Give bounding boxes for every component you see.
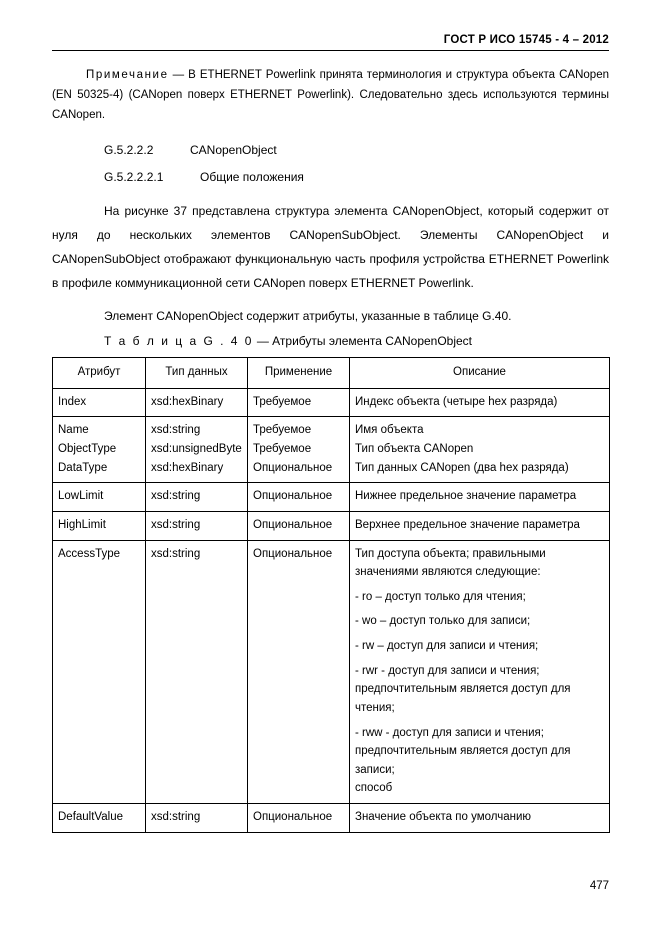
table-caption-text: Атрибуты элемента CANopenObject bbox=[272, 334, 473, 349]
cell-datatype: xsd:string bbox=[146, 804, 248, 833]
cell-line: xsd:hexBinary bbox=[151, 461, 224, 474]
cell-attribute: Index bbox=[53, 388, 146, 417]
cell-usage: Требуемое bbox=[248, 388, 350, 417]
description-line: - rwr - доступ для записи и чтения; предпочтительным является доступ для чтения; bbox=[355, 664, 571, 714]
table-row bbox=[53, 417, 610, 483]
cell-description: Нижнее предельное значение параметра bbox=[350, 483, 610, 512]
clause-heading-1 bbox=[52, 143, 609, 157]
cell-usage: Опциональное bbox=[248, 483, 350, 512]
column-header-datatype: Тип данных bbox=[146, 358, 248, 389]
table-row bbox=[53, 511, 610, 540]
cell-line: Имя объекта bbox=[355, 424, 424, 437]
attributes-table bbox=[52, 357, 610, 833]
table-row bbox=[53, 804, 610, 833]
cell-line: Name bbox=[58, 424, 89, 437]
cell-attribute: LowLimit bbox=[53, 483, 146, 512]
cell-line: xsd:unsignedByte bbox=[151, 443, 242, 456]
table-caption bbox=[52, 334, 609, 348]
cell-line: DataType bbox=[58, 461, 108, 474]
description-line: - ro – доступ только для чтения; bbox=[355, 590, 526, 603]
cell-line: Тип объекта CANopen bbox=[355, 443, 474, 456]
column-header-description: Описание bbox=[350, 358, 610, 389]
cell-line: Тип данных CANopen (два hex разряда) bbox=[355, 461, 569, 474]
cell-attribute: DefaultValue bbox=[53, 804, 146, 833]
column-header-usage: Применение bbox=[248, 358, 350, 389]
body-paragraph-2: Элемент CANopenObject содержит атрибуты, указанные в таблице G.40. bbox=[104, 309, 512, 324]
standard-title: ГОСТ Р ИСО 15745 - 4 – 2012 bbox=[443, 34, 609, 46]
description-line: - wo – доступ только для записи; bbox=[355, 615, 531, 628]
clause-title-2: Общие положения bbox=[200, 170, 304, 185]
clause-heading-2 bbox=[52, 170, 609, 184]
cell-line: Требуемое bbox=[253, 424, 312, 437]
cell-datatype: xsd:hexBinary bbox=[146, 388, 248, 417]
cell-usage: Опциональное bbox=[248, 511, 350, 540]
note-dash: — bbox=[172, 69, 185, 81]
clause-title-1: CANopenObject bbox=[190, 143, 277, 158]
note-paragraph bbox=[52, 65, 609, 125]
cell-attribute: AccessType bbox=[53, 540, 146, 804]
cell-datatype: xsd:string bbox=[146, 483, 248, 512]
cell-description: Тип доступа объекта; правильными значениями являются следующие: - ro – доступ только для чтения; - wo – доступ только для записи; - rw – доступ для записи и чтения; - rwr - доступ для записи и чтения; предпочтительным является доступ для чтения; - rww - доступ для записи и чтения; предпочтительным является доступ для записи; способ bbox=[350, 540, 610, 804]
description-line: Тип доступа объекта; правильными значениями являются следующие: bbox=[355, 547, 546, 579]
cell-usage: Опциональное bbox=[248, 540, 350, 804]
table-row bbox=[53, 388, 610, 417]
table-header-row bbox=[53, 358, 610, 389]
column-header-attribute: Атрибут bbox=[53, 358, 146, 389]
cell-usage bbox=[248, 417, 350, 483]
cell-line: Опциональное bbox=[253, 461, 333, 474]
cell-line: Требуемое bbox=[253, 443, 312, 456]
clause-number-2: G.5.2.2.2.1 bbox=[104, 170, 164, 185]
table-caption-label: Т а б л и ц а G . 4 0 bbox=[104, 334, 254, 349]
note-text: В ETHERNET Powerlink принята терминология и структура объекта CANopen (EN 50325-4) (CANopen поверх ETHERNET Powerlink). Следовательно здесь используются термины CANopen. bbox=[52, 69, 609, 122]
clause-number-1: G.5.2.2.2 bbox=[104, 143, 154, 158]
cell-description: Индекс объекта (четыре hex разряда) bbox=[350, 388, 610, 417]
cell-datatype bbox=[146, 417, 248, 483]
table-row bbox=[53, 540, 610, 804]
cell-description: Значение объекта по умолчанию bbox=[350, 804, 610, 833]
cell-line: ObjectType bbox=[58, 443, 117, 456]
page-number: 477 bbox=[589, 880, 609, 892]
table-caption-dash: — bbox=[256, 334, 269, 349]
table-row bbox=[53, 483, 610, 512]
description-line: - rww - доступ для записи и чтения; предпочтительным является доступ для записи; bbox=[355, 726, 571, 776]
cell-description: Верхнее предельное значение параметра bbox=[350, 511, 610, 540]
page-header bbox=[52, 34, 609, 51]
body-paragraph-1: На рисунке 37 представлена структура элемента CANopenObject, который содержит от нуля до нескольких элементов CANopenSubObject. Элементы CANopenObject и CANopenSubObject отображают функциональную часть профиля устройства ETHERNET Powerlink в профиле коммуникационной сети CANopen поверх ETHERNET Powerlink. bbox=[52, 204, 609, 291]
cell-attribute: HighLimit bbox=[53, 511, 146, 540]
cell-usage: Опциональное bbox=[248, 804, 350, 833]
note-label: Примечание bbox=[86, 69, 169, 81]
cell-description bbox=[350, 417, 610, 483]
cell-datatype: xsd:string bbox=[146, 540, 248, 804]
cell-line: xsd:string bbox=[151, 424, 201, 437]
description-line: - rw – доступ для записи и чтения; bbox=[355, 640, 539, 653]
cell-attribute bbox=[53, 417, 146, 483]
cell-datatype: xsd:string bbox=[146, 511, 248, 540]
